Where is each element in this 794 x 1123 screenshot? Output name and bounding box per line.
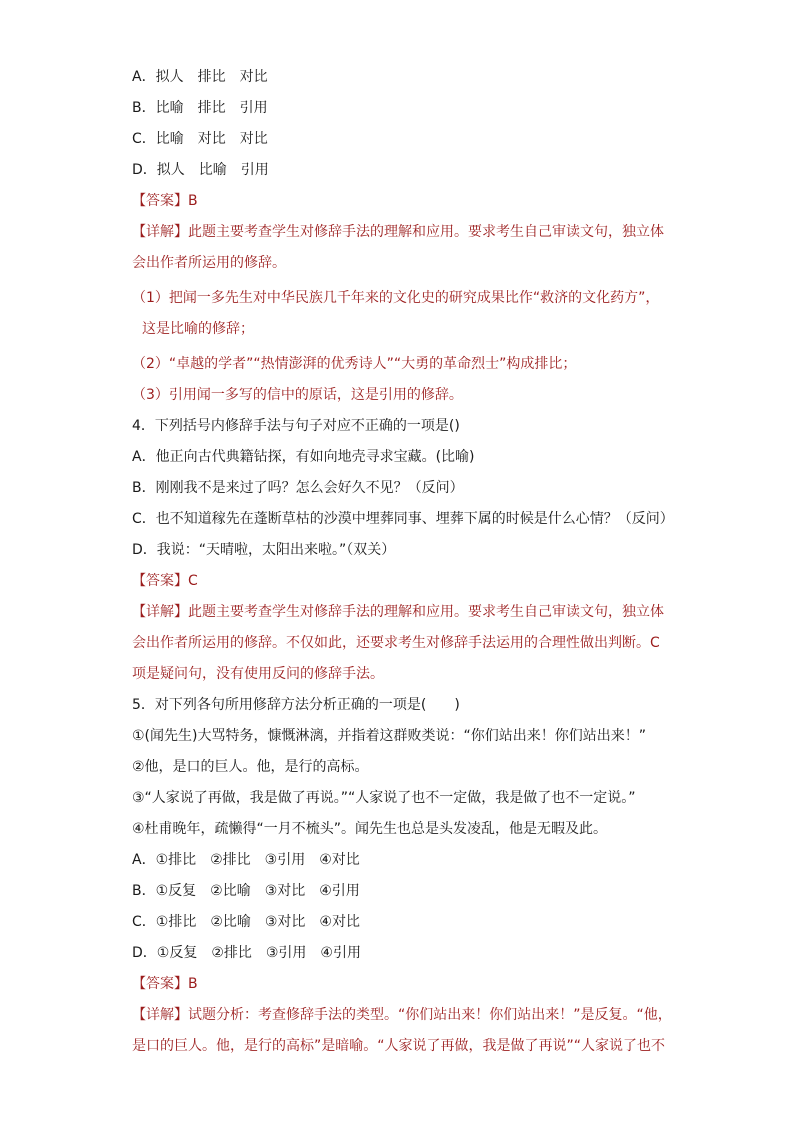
question-4-stem: 4．下列括号内修辞手法与句子对应不正确的一项是()	[132, 418, 460, 434]
q5-sentence-1: ①(闻先生)大骂特务，慷慨淋漓，并指着这群败类说：“你们站出来！你们站出来！”	[132, 728, 646, 744]
q5-sentence-3: ③“人家说了再做，我是做了再说。”“人家说了也不一定做，我是做了也不一定说。”	[132, 790, 636, 806]
option-a: A．拟人 排比 对比	[132, 69, 268, 85]
q4-option-d: D．我说：“天晴啦，太阳出来啦。”（双关）	[132, 542, 396, 558]
detail-tag: 【详解】	[132, 224, 188, 240]
q4-option-c: C．也不知道稼先在蓬断草枯的沙漠中埋葬同事、埋葬下属的时候是什么心情？（反问）	[132, 511, 674, 527]
detail-point-1: （1）把闻一多先生对中华民族几千年来的文化史的研究成果比作“救济的文化药方”，	[132, 290, 660, 306]
q5-answer-value: B	[188, 976, 198, 992]
option-b: B．比喻 排比 引用	[132, 100, 268, 116]
q4-detail-text: 此题主要考查学生对修辞手法的理解和应用。要求考生自己审读文句，独立体	[188, 604, 664, 620]
q5-answer-tag: 【答案】	[132, 976, 188, 992]
q5-detail-text: 试题分析：考查修辞手法的类型。“你们站出来！你们站出来！”是反复。“他，	[188, 1007, 672, 1023]
q5-detail-tag: 【详解】	[132, 1007, 188, 1023]
q4-detail-cont-1: 会出作者所运用的修辞。不仅如此，还要求考生对修辞手法运用的合理性做出判断。C	[132, 635, 660, 651]
detail-line	[132, 217, 662, 248]
option-d: D．拟人 比喻 引用	[132, 162, 269, 178]
q4-detail-cont-2: 项是疑问句，没有使用反问的修辞手法。	[132, 666, 384, 682]
document-body	[132, 62, 674, 1062]
q5-sentence-4: ④杜甫晚年，疏懒得“一月不梳头”。闻先生也总是头发凌乱，他是无暇及此。	[132, 821, 608, 837]
detail-text: 此题主要考查学生对修辞手法的理解和应用。要求考生自己审读文句，独立体	[188, 224, 664, 240]
question-5-stem: 5．对下列各句所用修辞方法分析正确的一项是( )	[132, 697, 460, 713]
q4-answer-value: C	[188, 573, 198, 589]
q5-option-a: A．①排比 ②排比 ③引用 ④对比	[132, 852, 360, 868]
detail-point-3: （3）引用闻一多写的信中的原话，这是引用的修辞。	[132, 387, 463, 403]
q4-option-a: A．他正向古代典籍钻探，有如向地壳寻求宝藏。(比喻)	[132, 449, 475, 465]
detail-point-1-cont: 这是比喻的修辞；	[142, 321, 254, 337]
q4-answer-tag: 【答案】	[132, 573, 188, 589]
q4-detail-line	[132, 597, 662, 628]
q4-option-b: B．刚刚我不是来过了吗？怎么会好久不见？（反问）	[132, 480, 464, 496]
detail-point-2: （2）“卓越的学者”“热情澎湃的优秀诗人”“大勇的革命烈士”构成排比；	[132, 356, 577, 372]
q4-answer-line	[132, 566, 662, 597]
detail-continuation: 会出作者所运用的修辞。	[132, 255, 286, 271]
q5-option-d: D．①反复 ②排比 ③引用 ④引用	[132, 945, 361, 961]
q5-detail-line	[132, 1000, 672, 1031]
answer-tag: 【答案】	[132, 193, 188, 209]
q5-answer-line	[132, 969, 662, 1000]
q4-detail-tag: 【详解】	[132, 604, 188, 620]
answer-value: B	[188, 193, 198, 209]
q5-detail-cont: 是口的巨人。他，是行的高标”是暗喻。“人家说了再做，我是做了再说”“人家说了也不	[132, 1038, 666, 1054]
q5-option-b: B．①反复 ②比喻 ③对比 ④引用	[132, 883, 360, 899]
answer-line	[132, 186, 662, 217]
q5-sentence-2: ②他，是口的巨人。他，是行的高标。	[132, 759, 369, 775]
option-c: C．比喻 对比 对比	[132, 131, 268, 147]
q5-option-c: C．①排比 ②比喻 ③对比 ④对比	[132, 914, 360, 930]
